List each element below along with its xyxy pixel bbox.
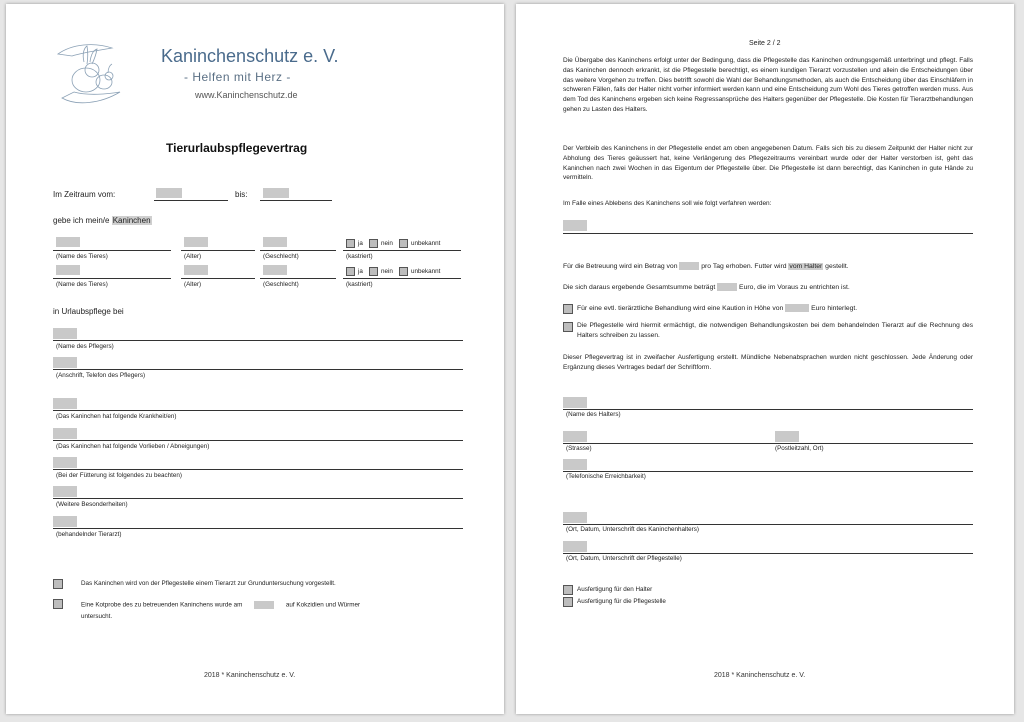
org-website: www.Kaninchenschutz.de	[195, 90, 298, 100]
special-notes-label: (Weitere Besonderheiten)	[56, 501, 128, 508]
total-sentence	[563, 283, 850, 293]
period-label: Im Zeitraum vom:	[53, 190, 116, 199]
illness-field[interactable]	[53, 398, 77, 409]
vet-checkup-text: Das Kaninchen wird von der Pflegestelle einem Tierarzt zur Grunduntersuchung vorgestellt.	[81, 580, 336, 587]
animal-sex-label: (Geschlecht)	[263, 281, 299, 288]
copy-caretaker-label: Ausfertigung für die Pflegestelle	[577, 598, 666, 605]
illness-label: (Das Kaninchen hat folgende Krankheit/en)	[56, 413, 177, 420]
authorize-checkbox[interactable]	[563, 322, 573, 332]
animal-name-label: (Name des Tieres)	[56, 253, 108, 260]
animal-name-line	[53, 250, 171, 251]
fecal-test-text-a: Eine Kotprobe des zu betreuenden Kaninchens wurde am	[81, 601, 243, 609]
caretaker-name-line	[53, 340, 463, 341]
rabbit-hands-logo	[54, 40, 126, 108]
animal-type-field[interactable]: Kaninchen	[112, 216, 151, 225]
animal-age-label: (Alter)	[184, 281, 202, 288]
fecal-test-text	[81, 601, 463, 610]
neutered-yes-label: ja	[358, 268, 363, 275]
total-text-a: Die sich daraus ergebende Gesamtsumme beträgt	[563, 284, 716, 291]
copy-caretaker-checkbox[interactable]	[563, 597, 573, 607]
animal-sex-line	[260, 250, 336, 251]
authorize-text: Die Pflegestelle wird hiermit ermächtigt, die notwendigen Behandlungskosten bei dem behandelnden Tierarzt auf die Rechnung des Halters schreiben zu lassen.	[577, 322, 973, 339]
daily-fee-field[interactable]	[679, 262, 699, 270]
neutered-line	[343, 250, 461, 251]
deposit-sentence	[577, 304, 857, 314]
stay-end-paragraph: Der Verbleib des Kaninchens in der Pflegestelle endet am oben angegebenen Datum. Falls sich bis zu diesem Zeitpunkt der Halter nicht zur Abholung des Tieres geäussert hat, keine Verlängerung des Pflegezeitraums vereinbart wurde oder der Halter verstorben ist, geht das Kaninchen nach zwei Wochen in das Eigentum der Pflegestelle über. Die Pflegestelle ist dann berechtigt, das Kaninchen in gute Hände zu vermitteln.	[563, 145, 973, 182]
animal-sex-field[interactable]	[263, 237, 287, 247]
give-label	[53, 216, 152, 226]
caretaker-address-field[interactable]	[53, 357, 77, 368]
caretaker-signature-label: (Ort, Datum, Unterschrift der Pflegestelle)	[566, 555, 682, 562]
care-label: in Urlaubspflege bei	[53, 307, 124, 316]
caretaker-signature-field[interactable]	[563, 541, 587, 552]
animal-age-field[interactable]	[184, 265, 208, 275]
neutered-no-checkbox[interactable]	[369, 239, 378, 248]
fee-text-c: gestellt.	[825, 263, 849, 270]
neutered-unknown-label: unbekannt	[411, 268, 441, 275]
animal-name-field[interactable]	[56, 265, 80, 275]
owner-signature-field[interactable]	[563, 512, 587, 523]
period-to-line	[260, 200, 332, 201]
phone-field[interactable]	[563, 459, 587, 470]
neutered-unknown-checkbox[interactable]	[399, 239, 408, 248]
caretaker-address-label: (Anschrift, Telefon des Pflegers)	[56, 372, 146, 379]
neutered-no-label: nein	[381, 268, 393, 275]
neutered-unknown-checkbox[interactable]	[399, 267, 408, 276]
copy-owner-checkbox[interactable]	[563, 585, 573, 595]
caretaker-name-label: (Name des Pflegers)	[56, 343, 114, 350]
preferences-field[interactable]	[53, 428, 77, 439]
feeding-line	[53, 469, 463, 470]
animal-name-label: (Name des Tieres)	[56, 281, 108, 288]
zip-city-field[interactable]	[775, 431, 799, 442]
period-from-field[interactable]	[156, 188, 182, 198]
animal-name-field[interactable]	[56, 237, 80, 247]
animal-age-label: (Alter)	[184, 253, 202, 260]
fecal-test-checkbox[interactable]	[53, 599, 63, 609]
death-procedure-line	[563, 233, 973, 234]
fecal-test-date-field[interactable]	[254, 601, 274, 609]
street-field[interactable]	[563, 431, 587, 442]
copies-paragraph: Dieser Pflegevertrag ist in zweifacher Ausfertigung erstellt. Mündliche Nebenabsprachen wurden nicht geschlossen. Jede Änderung oder Ergänzung dieses Vertrages bedarf der Schriftform.	[563, 354, 973, 371]
phone-line	[563, 471, 973, 472]
street-line	[563, 443, 973, 444]
neutered-yes-label: ja	[358, 240, 363, 247]
neutered-label: (kastriert)	[346, 253, 373, 260]
preferences-line	[53, 440, 463, 441]
feeding-field[interactable]	[53, 457, 77, 468]
animal-sex-line	[260, 278, 336, 279]
until-label: bis:	[235, 190, 248, 199]
handover-paragraph: Die Übergabe des Kaninchens erfolgt unter der Bedingung, dass die Pflegestelle das Kaninchen ordnungsgemäß unterbringt und pflegt. Falls das Kaninchen dennoch erkrankt, ist die Pflegestelle berechtigt, es einem kundigen Tierarzt vorzustellen und allein die Entscheidungen über das weitere Vorgehen zu treffen. Dies betrifft sowohl die Wahl der Behandlungsmethoden, als auch die Entscheidung über das Einschläfern in schweren Fällen, falls der Halter nicht vorher informiert werden kann und eine Entscheidung zum Wohl des Tieres getroffen werden muss. Aus dem Tod des Kaninchens ergeben sich keine Regressansprüche des Halters gegenüber der Pflegestelle. Die Kosten für Tierarztbehandlungen gehen zu Lasten des Halters.	[563, 57, 973, 113]
death-paragraph: Im Falle eines Ablebens des Kaninchens soll wie folgt verfahren werden:	[563, 200, 772, 207]
owner-signature-label: (Ort, Datum, Unterschrift des Kaninchenhalters)	[566, 526, 699, 533]
neutered-yes-checkbox[interactable]	[346, 239, 355, 248]
page-1	[6, 4, 504, 714]
period-to-field[interactable]	[263, 188, 289, 198]
page-footer: 2018 * Kaninchenschutz e. V.	[714, 672, 806, 679]
fecal-test-text-c: untersucht.	[81, 613, 113, 620]
period-from-line	[154, 200, 228, 201]
vet-line	[53, 528, 463, 529]
phone-label: (Telefonische Erreichbarkeit)	[566, 473, 646, 480]
food-provider-field[interactable]: vom Halter	[789, 263, 823, 270]
animal-age-line	[181, 278, 255, 279]
page-footer: 2018 * Kaninchenschutz e. V.	[204, 672, 296, 679]
animal-age-field[interactable]	[184, 237, 208, 247]
animal-age-line	[181, 250, 255, 251]
neutered-no-label: nein	[381, 240, 393, 247]
org-slogan: - Helfen mit Herz -	[184, 70, 291, 84]
caretaker-signature-line	[563, 553, 973, 554]
deposit-checkbox[interactable]	[563, 304, 573, 314]
preferences-label: (Das Kaninchen hat folgende Vorlieben / Abneigungen)	[56, 443, 210, 450]
death-procedure-field[interactable]	[563, 220, 587, 231]
page-2	[516, 4, 1014, 714]
neutered-no-checkbox[interactable]	[369, 267, 378, 276]
vet-checkup-checkbox[interactable]	[53, 579, 63, 589]
animal-sex-field[interactable]	[263, 265, 287, 275]
copy-owner-label: Ausfertigung für den Halter	[577, 586, 653, 593]
animal-name-line	[53, 278, 171, 279]
total-amount-field[interactable]	[717, 283, 737, 291]
animal-sex-label: (Geschlecht)	[263, 253, 299, 260]
feeding-label: (Bei der Fütterung ist folgendes zu beachten)	[56, 472, 183, 479]
page-number: Seite 2 / 2	[749, 40, 781, 47]
give-text: gebe ich mein/e	[53, 216, 110, 225]
owner-name-label: (Name des Halters)	[566, 411, 621, 418]
caretaker-name-field[interactable]	[53, 328, 77, 339]
owner-name-field[interactable]	[563, 397, 587, 408]
deposit-text-a: Für eine evtl. tierärztliche Behandlung wird eine Kaution in Höhe von	[577, 305, 784, 312]
special-notes-field[interactable]	[53, 486, 77, 497]
neutered-yes-checkbox[interactable]	[346, 267, 355, 276]
illness-line	[53, 410, 463, 411]
neutered-label: (kastriert)	[346, 281, 373, 288]
vet-label: (behandelnder Tierarzt)	[56, 531, 122, 538]
contract-title: Tierurlaubspflegevertrag	[166, 141, 308, 155]
street-label: (Strasse)	[566, 445, 592, 452]
deposit-amount-field[interactable]	[785, 304, 809, 312]
fee-sentence	[563, 262, 849, 272]
caretaker-address-line	[53, 369, 463, 370]
org-name: Kaninchenschutz e. V.	[161, 46, 339, 66]
deposit-text-b: Euro hinterlegt.	[811, 305, 858, 312]
fee-text-b: pro Tag erhoben. Futter wird	[701, 263, 787, 270]
zip-city-label: (Postleitzahl, Ort)	[775, 445, 824, 452]
fecal-test-text-b: auf Kokzidien und Würmer	[285, 601, 361, 609]
vet-field[interactable]	[53, 516, 77, 527]
neutered-unknown-label: unbekannt	[411, 240, 441, 247]
fee-text-a: Für die Betreuung wird ein Betrag von	[563, 263, 678, 270]
owner-name-line	[563, 409, 973, 410]
neutered-line	[343, 278, 461, 279]
special-notes-line	[53, 498, 463, 499]
total-text-b: Euro, die im Voraus zu entrichten ist.	[739, 284, 850, 291]
owner-signature-line	[563, 524, 973, 525]
